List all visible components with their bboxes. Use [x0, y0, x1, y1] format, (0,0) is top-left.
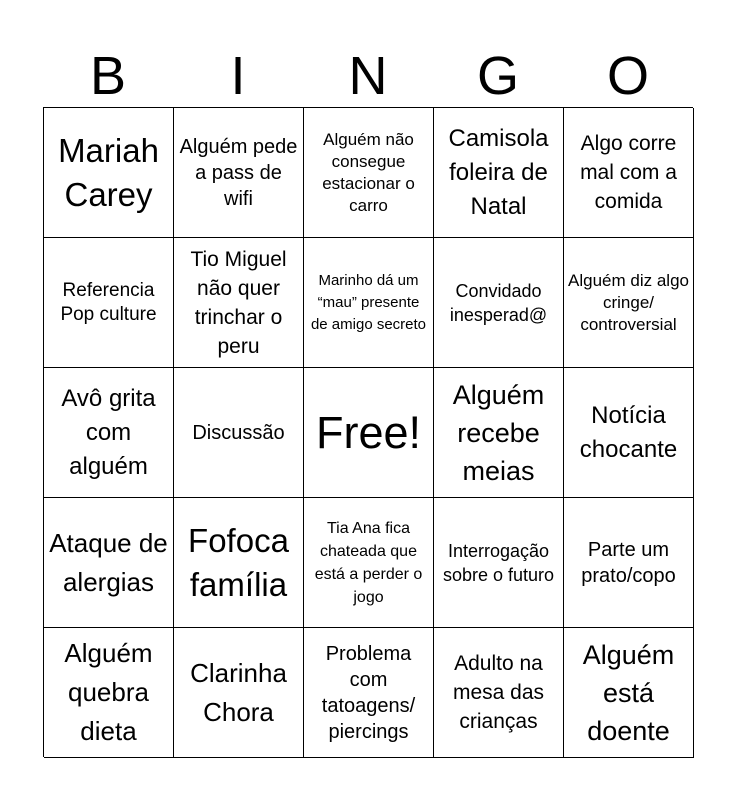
cell-text: Notícia chocante: [579, 401, 678, 463]
header-letter-o: O: [606, 46, 649, 106]
cell-text: Fofoca família: [188, 521, 289, 603]
bingo-cell[interactable]: [304, 628, 434, 758]
cell-text: Problema com tatoagens/ piercings: [321, 642, 416, 743]
bingo-cell[interactable]: [44, 498, 174, 628]
bingo-cell[interactable]: [564, 238, 694, 368]
cell-text: Marinho dá um “mau” presente de amigo secreto: [310, 271, 427, 333]
cell-text: Mariah Carey: [58, 131, 159, 213]
bingo-cell[interactable]: [304, 498, 434, 628]
cell-text: Convidado inesperad@: [449, 280, 548, 325]
bingo-cell[interactable]: [174, 498, 304, 628]
bingo-cell[interactable]: [564, 498, 694, 628]
bingo-cell[interactable]: [434, 238, 564, 368]
bingo-grid: [43, 107, 693, 757]
cell-text: Algo corre mal com a comida: [580, 132, 677, 213]
cell-text: Parte um prato/copo: [581, 538, 676, 587]
bingo-cell[interactable]: [564, 108, 694, 238]
bingo-cell[interactable]: [434, 498, 564, 628]
bingo-cell[interactable]: [304, 108, 434, 238]
header-letter-b: B: [89, 46, 127, 106]
cell-text: Alguém diz algo cringe/ controversial: [568, 270, 689, 334]
bingo-header: [43, 44, 693, 108]
cell-text: Alguém está doente: [582, 639, 675, 746]
cell-text: Adulto na mesa das crianças: [452, 652, 545, 733]
bingo-cell[interactable]: [434, 368, 564, 498]
bingo-cell[interactable]: [174, 628, 304, 758]
bingo-cell[interactable]: [564, 368, 694, 498]
bingo-cell[interactable]: [564, 628, 694, 758]
cell-text: Alguém não consegue estacionar o carro: [322, 129, 415, 215]
cell-text: Alguém quebra dieta: [64, 638, 153, 746]
cell-text: Ataque de alergias: [49, 527, 168, 597]
bingo-cell[interactable]: [44, 238, 174, 368]
bingo-cell[interactable]: [304, 238, 434, 368]
cell-text: Free!: [315, 406, 422, 458]
cell-text: Clarinha Chora: [190, 657, 287, 727]
cell-text: Referencia Pop culture: [60, 279, 157, 325]
free-cell[interactable]: [304, 368, 434, 498]
cell-text: Interrogação sobre o futuro: [442, 540, 555, 585]
header-letter-g: G: [476, 46, 519, 106]
bingo-cell[interactable]: [174, 368, 304, 498]
bingo-cell[interactable]: [174, 238, 304, 368]
cell-text: Alguém pede a pass de wifi: [179, 135, 298, 210]
bingo-cell[interactable]: [434, 108, 564, 238]
bingo-cell[interactable]: [434, 628, 564, 758]
cell-text: Avô grita com alguém: [61, 384, 156, 480]
cell-text: Tia Ana fica chateada que está a perder o jogo: [314, 519, 423, 606]
bingo-cell[interactable]: [44, 368, 174, 498]
cell-text: Tio Miguel não quer trinchar o peru: [190, 247, 287, 358]
bingo-cell[interactable]: [174, 108, 304, 238]
cell-text: Camisola foleira de Natal: [448, 124, 549, 220]
header-letter-n: N: [348, 46, 388, 106]
cell-text: Alguém recebe meias: [452, 379, 545, 486]
header-letter-i: I: [230, 46, 246, 106]
bingo-cell[interactable]: [44, 108, 174, 238]
cell-text: Discussão: [192, 421, 285, 444]
bingo-cell[interactable]: [44, 628, 174, 758]
